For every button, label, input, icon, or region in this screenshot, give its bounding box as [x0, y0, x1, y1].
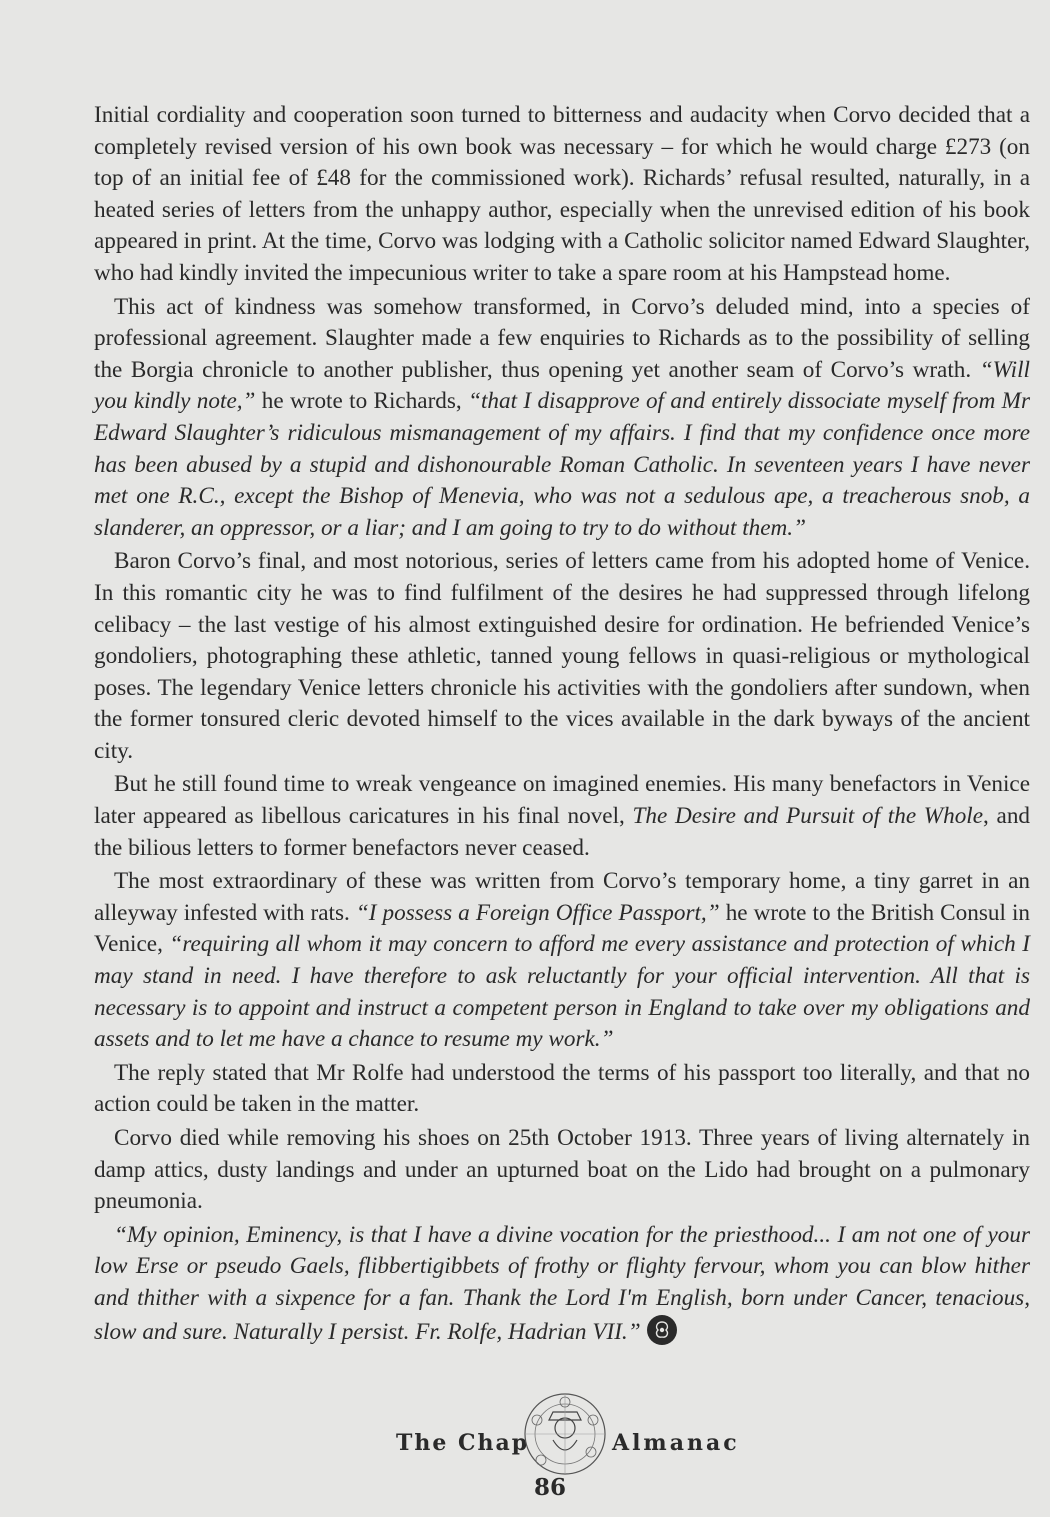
body-text: he wrote to the British Consul in Venice,	[94, 899, 1031, 958]
chap-emblem-icon	[519, 1390, 611, 1478]
body-text: Baron Corvo’s final, and most notorious, series of letters came from his adopted home of Venice. In this romantic city he was to find fulfilment of the desires he had suppressed through lifelong celibacy – the last vestige of his almost extinguished desire for ordination. He befriended Venice’s gondoliers, photographing these athletic, tanned young fellows in quasi-religious or mythological poses. The legendary Venice letters chronicle his activities with the gondoliers after sundown, when the former tonsured cleric devoted himself to the vices available in the dark byways of the ancient city.	[94, 548, 1030, 764]
body-text: Corvo died while removing his shoes on 25th October 1913. Three years of living alternately in damp attics, dusty landings and under an upturned boat on the Lido had brought on a pulmonary pneumonia.	[94, 1125, 1030, 1215]
body-text: The reply stated that Mr Rolfe had understood the terms of his passport too literally, and that no action could be taken in the matter.	[94, 1059, 1030, 1118]
body-text: This act of kindness was somehow transformed, in Corvo’s deluded mind, into a species of professional agreement. Slaughter made a few enquiries to Richards as to the possibility of selling the Borgia chronicle to another publisher, thus opening yet another seam of Corvo’s wrath.	[94, 293, 1030, 383]
footer-title-left: The Chap	[396, 1430, 530, 1456]
paragraph	[94, 769, 1030, 864]
paragraph	[94, 546, 1030, 767]
paragraph	[94, 1220, 1030, 1348]
italic-text: “I possess a Foreign Office Passport,”	[355, 899, 720, 926]
italic-text: The Desire and Pursuit of the Whole	[632, 803, 984, 830]
italic-text: “requiring all whom it may concern to afford me every assistance and protection of which I may stand in need. I have therefore to ask reluctantly for your official intervention. All that is necessary is to appoint and instruct a competent person in England to take over my obligations and assets and to let me have a chance to resume my work.”	[94, 931, 1030, 1053]
paragraph	[94, 866, 1030, 1056]
fleuron-end-icon	[647, 1315, 677, 1345]
body-text: But he still found time to wreak vengeance on imagined enemies. His many benefactors in Venice later appeared as libellous caricatures in his final novel,	[94, 771, 1030, 830]
body-text: he wrote to Richards,	[255, 388, 469, 415]
paragraph	[94, 1058, 1030, 1121]
article-body	[94, 100, 1030, 1350]
paragraph	[94, 100, 1030, 290]
paragraph	[94, 1123, 1030, 1218]
page-number: 86	[533, 1474, 566, 1501]
italic-text: “Will you kindly note,”	[94, 356, 1030, 415]
footer-title-right: Almanac	[612, 1430, 740, 1456]
page-footer	[0, 1390, 1050, 1500]
paragraph	[94, 292, 1030, 545]
body-text: Initial cordiality and cooperation soon turned to bitterness and audacity when Corvo decided that a completely revised version of his own book was necessary – for which he would charge £273 (on top of an initial fee of £48 for the commissioned work). Richards’ refusal resulted, naturally, in a heated series of letters from the unhappy author, especially when the unrevised edition of his book appeared in print. At the time, Corvo was lodging with a Catholic solicitor named Edward Slaughter, who had kindly invited the impecunious writer to take a spare room at his Hampstead home.	[94, 102, 1030, 286]
body-text: The most extraordinary of these was written from Corvo’s temporary home, a tiny garret in an alleyway infested with rats.	[94, 868, 1030, 926]
body-text: , and the bilious letters to former benefactors never ceased.	[94, 803, 1031, 861]
italic-text: “that I disapprove of and entirely dissociate myself from Mr Edward Slaughter’s ridiculous mismanagement of my affairs. I find that my confidence once more has been abused by a stupid and dishonourable Roman Catholic. In seventeen years I have never met one R.C., except the Bishop of Menevia, who was not a sedulous ape, a treacherous snob, a slanderer, an oppressor, or a liar; and I am going to try to do without them.”	[94, 388, 1031, 541]
italic-text: “My opinion, Eminency, is that I have a divine vocation for the priesthood... I am not one of your low Erse or pseudo Gaels, flibbertigibbets of frothy or flighty fervour, whom you can blow hither and thither with a sixpence for a fan. Thank the Lord I'm English, born under Cancer, tenacious, slow and sure. Naturally I persist. Fr. Rolfe, Hadrian VII.”	[94, 1221, 1030, 1345]
